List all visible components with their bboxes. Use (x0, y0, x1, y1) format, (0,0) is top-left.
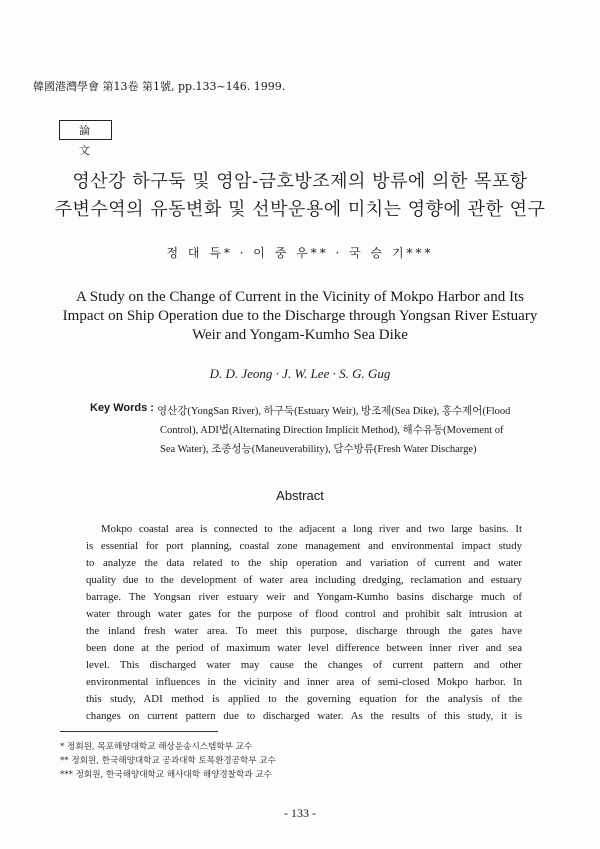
english-title-line-1: A Study on the Change of Current in the Vicinity of Mokpo Harbor and Its (76, 289, 524, 305)
keywords-line-2: Control), ADI법(Alternating Direction Implicit Method), 해수유동(Movement of (160, 425, 504, 436)
keywords-label: Key Words : (90, 402, 154, 414)
english-title-line-3: Weir and Yongam-Kumho Sea Dike (192, 327, 408, 343)
abstract-line: quality due to the development of water area including dredging, reclamation and estuary (86, 574, 522, 586)
korean-authors: 정 대 득* · 이 중 우** · 국 승 기*** (166, 246, 434, 260)
abstract-line: is essential for port planning, coastal zone management and environmental impact study (86, 540, 522, 552)
footnote-2: ** 정회원, 한국해양대학교 공과대학 토목환경공학부 교수 (60, 756, 276, 766)
abstract-line: this study, ADI method is applied to the governing equation for the analysis of the (86, 693, 522, 705)
footnote-divider (60, 731, 218, 732)
keywords-line-1: 영산강(YongSan River), 하구둑(Estuary Weir), 방조제(Sea Dike), 홍수제어(Flood (157, 406, 511, 417)
abstract-line: Mokpo coastal area is connected to the adjacent a long river and two large basins. It (101, 523, 522, 535)
footnote-1: * 정회원, 목포해양대학교 해상운송시스템학부 교수 (60, 742, 253, 752)
english-authors: D. D. Jeong · J. W. Lee · S. G. Gug (209, 366, 391, 381)
abstract-line: changes on current pattern due to discharged water. As the results of this study, it is (86, 710, 522, 722)
abstract-line: barrage. The Yongsan river estuary weir and Yongam-Kumho basins discharge much of (86, 591, 522, 603)
korean-title-line-2: 주변수역의 유동변화 및 선박운용에 미치는 영향에 관한 연구 (54, 199, 546, 220)
abstract-line: environmental influences in the vicinity and inner area of semi-closed Mokpo harbor. In (86, 676, 522, 688)
abstract-line: level. This discharged water may cause the changes of current pattern and other (86, 659, 522, 671)
abstract-line: to analyze the data related to the ship operation and variation of current and water (86, 557, 522, 569)
section-label: 論 文 (59, 120, 112, 140)
abstract-line: the inland fresh water area. To meet this purpose, discharge through the gates have (86, 625, 522, 637)
journal-header: 韓國港灣學會 第13卷 第1號, pp.133~146. 1999. (33, 80, 286, 93)
footnote-3: *** 정회원, 한국해양대학교 해사대학 해양경찰학과 교수 (60, 770, 272, 780)
korean-title-line-1: 영산강 하구둑 및 영암-금호방조제의 방류에 의한 목포항 (72, 171, 528, 192)
abstract-line: been done at the period of maximum water level difference between inner river and sea (86, 642, 522, 654)
english-title-line-2: Impact on Ship Operation due to the Discharge through Yongsan River Estuary (62, 308, 538, 324)
page-number: - 133 - (284, 806, 316, 820)
abstract-heading: Abstract (276, 488, 324, 503)
abstract-line: water through water gates for the purpose of flood control and prohibit salt intrusion at (86, 608, 522, 620)
keywords-line-3: Sea Water), 조종성능(Maneuverability), 담수방류(Fresh Water Discharge) (160, 444, 477, 455)
